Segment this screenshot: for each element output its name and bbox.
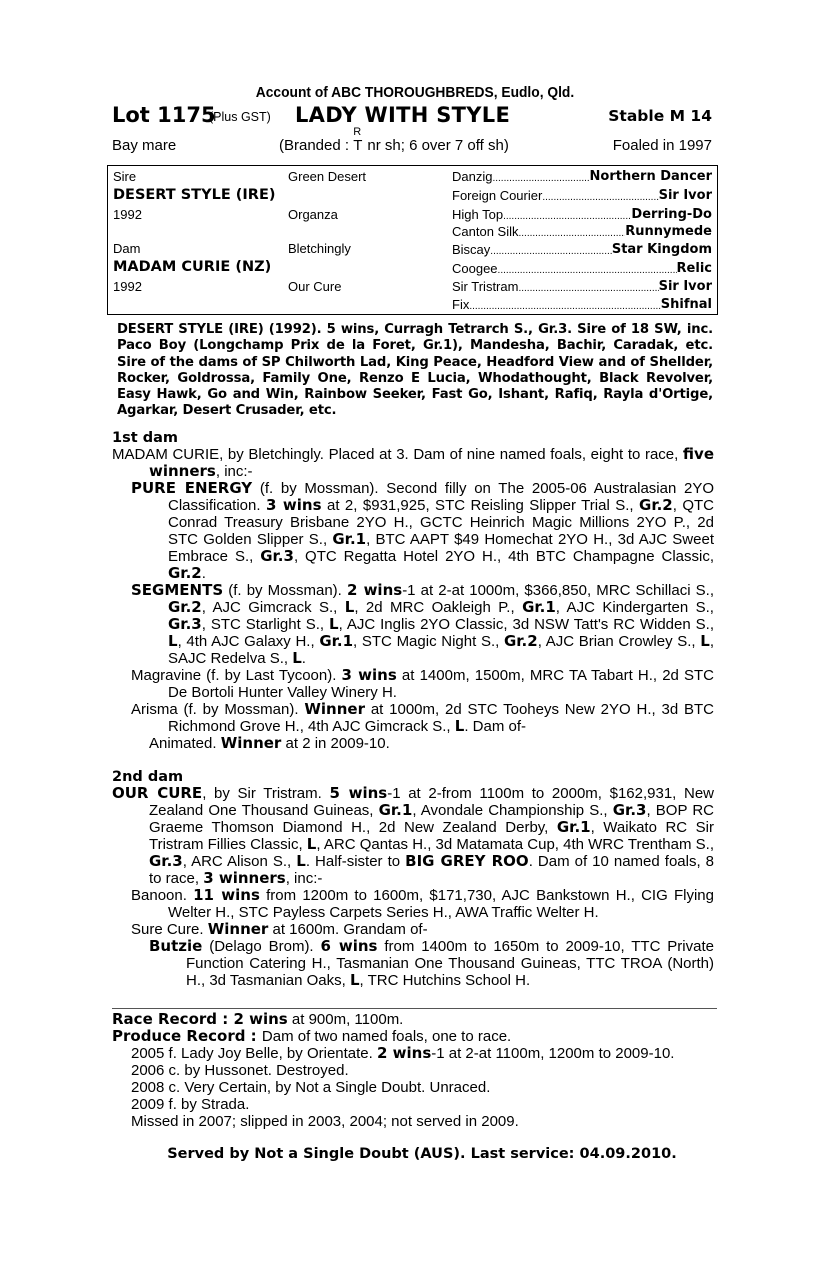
produce-record-summary: Dam of two named foals, one to race. bbox=[261, 1028, 512, 1045]
grandparent-dam-sire: Relic bbox=[676, 261, 712, 276]
brand-mark bbox=[353, 126, 363, 154]
leader-dots bbox=[542, 188, 658, 203]
horse-name: LADY WITH STYLE bbox=[295, 103, 511, 127]
race-record-label: Race Record : bbox=[112, 1010, 234, 1028]
bold-text: L bbox=[349, 971, 360, 989]
first-dam-intro bbox=[112, 446, 714, 480]
text: Magravine (f. by Last Tycoon). bbox=[131, 667, 342, 684]
leader-dots bbox=[492, 169, 589, 184]
text: . bbox=[301, 650, 306, 667]
bold-text: L bbox=[454, 717, 465, 735]
sire-sire: Green Desert bbox=[288, 169, 367, 184]
text: , STC Starlight S., bbox=[201, 616, 330, 633]
text: at 2, $931,925, STC Reisling Slipper Trial S., bbox=[321, 497, 640, 514]
dam-dam: Our Cure bbox=[288, 279, 342, 294]
bold-text: 5 wins bbox=[329, 784, 388, 802]
text: -1 at 2-at 1000m, $366,850, MRC Schillaci S., bbox=[402, 582, 714, 599]
grandparent-row bbox=[452, 297, 712, 312]
text: . Half-sister to bbox=[305, 853, 406, 870]
bold-text: Gr.2 bbox=[639, 496, 673, 514]
brand-suffix: nr sh; 6 over 7 off sh) bbox=[363, 137, 509, 154]
bold-text: Butzie bbox=[149, 937, 203, 955]
produce-list bbox=[112, 1045, 717, 1130]
foaled-year: Foaled in 1997 bbox=[612, 137, 712, 154]
text: at 1600m. Grandam of- bbox=[268, 921, 428, 938]
grandparent-row bbox=[452, 169, 712, 184]
text: , BOP RC Graeme Thomson Diamond H., 2d New Zealand Derby, bbox=[149, 802, 714, 836]
grandparent-sire: High Top bbox=[452, 207, 504, 222]
vendor-account: Account of ABC THOROUGHBREDS, Eudlo, Qld. bbox=[255, 84, 575, 101]
grandparent-row bbox=[452, 207, 712, 222]
text: , inc:- bbox=[285, 870, 323, 887]
produce-entry bbox=[112, 1045, 717, 1062]
grandparent-sire: Danzig bbox=[452, 169, 493, 184]
sire-name: DESERT STYLE (IRE) bbox=[113, 187, 276, 203]
race-record-detail: at 900m, 1100m. bbox=[287, 1011, 404, 1028]
bold-text: Gr.2 bbox=[168, 564, 202, 582]
section-divider bbox=[112, 1008, 717, 1009]
brand-mark-bottom: T bbox=[353, 137, 363, 154]
bold-text: Winner bbox=[207, 920, 269, 938]
grandparent-sire: Sir Tristram bbox=[452, 279, 519, 294]
bold-text: L bbox=[329, 615, 339, 633]
text: from 1400m to 1650m to 2009-10, TTC Private Function Catering H., Tasmanian One Thousand Guineas, TTC TROA (North) H., 3d Tasmanian Oaks, bbox=[186, 938, 714, 989]
grandparent-dam-sire: Sir Ivor bbox=[658, 279, 712, 294]
bold-text: Gr.2 bbox=[503, 632, 538, 650]
text: , ARC Alison S., bbox=[182, 853, 297, 870]
produce-record bbox=[112, 1028, 717, 1045]
bold-text: L bbox=[296, 852, 306, 870]
text: 2009 f. by Strada. bbox=[131, 1096, 250, 1113]
text: , QTC Regatta Hotel 2YO H., 4th BTC Champagne Classic, bbox=[293, 548, 714, 565]
leader-dots bbox=[503, 207, 631, 222]
second-dam-progeny bbox=[112, 887, 714, 989]
gst-note: (Plus GST) bbox=[209, 110, 271, 124]
grandparent-sire: Fix bbox=[452, 297, 470, 312]
produce-entry bbox=[112, 1079, 717, 1096]
brand-prefix: (Branded : bbox=[279, 137, 354, 154]
bold-text: 3 wins bbox=[265, 496, 322, 514]
grandparent-dam-sire: Shifnal bbox=[660, 297, 712, 312]
bold-text: 11 wins bbox=[193, 886, 260, 904]
bold-text: SEGMENTS bbox=[131, 581, 224, 599]
progeny-entry bbox=[112, 887, 714, 921]
text: (f. by Mossman). bbox=[223, 582, 347, 599]
text: , AJC Inglis 2YO Classic, 3d NSW Tatt's RC Widden S., bbox=[338, 616, 714, 633]
produce-record-label: Produce Record : bbox=[112, 1027, 262, 1045]
second-dam-intro bbox=[112, 785, 714, 887]
stable-location: Stable M 14 bbox=[608, 107, 712, 125]
progeny-entry bbox=[112, 735, 714, 752]
leader-dots bbox=[498, 261, 677, 276]
text: , ARC Qantas H., 3d Matamata Cup, 4th WRC Trentham S., bbox=[316, 836, 714, 853]
text: at 2 in 2009-10. bbox=[281, 735, 390, 752]
grandparent-row bbox=[452, 242, 712, 257]
bold-text: 2 wins bbox=[376, 1044, 432, 1062]
race-record bbox=[112, 1011, 717, 1028]
grandparent-row bbox=[452, 224, 712, 239]
dam-name: MADAM CURIE (NZ) bbox=[113, 259, 272, 275]
text: , Waikato RC Sir Tristram Fillies Classic, bbox=[149, 819, 714, 853]
bold-text: five winners bbox=[149, 445, 714, 480]
bold-text: Gr.1 bbox=[332, 530, 367, 548]
dam-year: 1992 bbox=[113, 279, 142, 294]
text: , AJC Kindergarten S., bbox=[555, 599, 714, 616]
text: at 1400m, 1500m, MRC TA Tabart H., 2d STC De Bortoli Hunter Valley Winery H. bbox=[168, 667, 715, 701]
grandparent-sire: Foreign Courier bbox=[452, 188, 543, 203]
text: MADAM CURIE, by Bletchingly. Placed at 3. Dam of nine named foals, eight to race, bbox=[112, 446, 683, 463]
grandparent-row bbox=[452, 279, 712, 294]
first-dam-section bbox=[112, 430, 714, 752]
text: , inc:- bbox=[215, 463, 253, 480]
brand-mark-top: R bbox=[353, 126, 362, 138]
text: , 2d MRC Oakleigh P., bbox=[354, 599, 523, 616]
produce-entry bbox=[112, 1096, 717, 1113]
brand-info bbox=[279, 126, 509, 154]
grandparent-sire: Coogee bbox=[452, 261, 498, 276]
records-section bbox=[112, 1011, 717, 1130]
second-dam-heading: 2nd dam bbox=[112, 769, 184, 785]
bold-text: 3 winners bbox=[203, 869, 286, 887]
text: . Dam of- bbox=[464, 718, 527, 735]
text: Missed in 2007; slipped in 2003, 2004; not served in 2009. bbox=[131, 1113, 519, 1130]
produce-entry bbox=[112, 1113, 717, 1130]
text: 2006 c. by Hussonet. Destroyed. bbox=[131, 1062, 349, 1079]
text: at 1000m, 2d STC Tooheys New 2YO H., 3d BTC Richmond Grove H., 4th AJC Gimcrack S., bbox=[168, 701, 714, 735]
bold-text: Winner bbox=[304, 700, 365, 718]
text: Banoon. bbox=[131, 887, 194, 904]
grandparent-row bbox=[452, 188, 712, 203]
grandparent-sire: Canton Silk bbox=[452, 224, 519, 239]
text: (Delago Brom). bbox=[202, 938, 321, 955]
bold-text: Gr.3 bbox=[612, 801, 647, 819]
text: , QTC Conrad Treasury Brisbane 2YO H., GCTC Heinrich Magic Millions 2YO P., 2d STC Golden Slipper S., bbox=[168, 497, 715, 548]
leader-dots bbox=[490, 242, 612, 257]
bold-text: Gr.1 bbox=[378, 801, 413, 819]
bold-text: L bbox=[344, 598, 355, 616]
bold-text: Gr.1 bbox=[522, 598, 556, 616]
second-dam-section bbox=[112, 769, 714, 989]
sire-dam: Organza bbox=[288, 207, 338, 222]
leader-dots bbox=[518, 279, 658, 294]
dam-label: Dam bbox=[113, 241, 141, 256]
text: -1 at 2-at 1100m, 1200m to 2009-10. bbox=[431, 1045, 675, 1062]
grandparent-dam-sire: Northern Dancer bbox=[589, 169, 712, 184]
text: . Dam of 10 named foals, 8 to race, bbox=[149, 853, 715, 887]
first-dam-progeny bbox=[112, 480, 714, 752]
sire-label: Sire bbox=[113, 169, 137, 184]
bold-text: Winner bbox=[220, 734, 282, 752]
grandparent-sire: Biscay bbox=[452, 242, 491, 257]
bold-text: OUR CURE bbox=[112, 784, 203, 802]
grandparent-dam-sire: Runnymede bbox=[625, 224, 712, 239]
service-note: Served by Not a Single Doubt (AUS). Last service: 04.09.2010. bbox=[167, 1146, 677, 1162]
bold-text: 3 wins bbox=[341, 666, 397, 684]
bold-text: L bbox=[306, 835, 317, 853]
text: , by Sir Tristram. bbox=[202, 785, 330, 802]
grandparent-dam-sire: Sir Ivor bbox=[658, 188, 712, 203]
horse-sex: Bay mare bbox=[112, 137, 177, 154]
text: , AJC Brian Crowley S., bbox=[537, 633, 701, 650]
lot-header bbox=[112, 103, 720, 131]
grandparent-dam-sire: Derring-Do bbox=[631, 207, 712, 222]
bold-text: L bbox=[700, 632, 710, 650]
progeny-entry bbox=[112, 480, 714, 582]
text: , STC Magic Night S., bbox=[353, 633, 504, 650]
text: , AJC Gimcrack S., bbox=[201, 599, 345, 616]
race-record-wins: 2 wins bbox=[233, 1010, 288, 1028]
sire-year: 1992 bbox=[113, 207, 142, 222]
bold-text: PURE ENERGY bbox=[131, 479, 253, 497]
text: , BTC AAPT $49 Homechat 2YO H., 3d AJC Sweet Embrace S., bbox=[168, 531, 714, 565]
lot-number: Lot 1175 bbox=[112, 103, 216, 127]
leader-dots bbox=[469, 297, 660, 312]
bold-text: Gr.1 bbox=[319, 632, 354, 650]
progeny-entry bbox=[112, 701, 714, 735]
text: , SAJC Redelva S., bbox=[168, 633, 715, 667]
text: Animated. bbox=[149, 735, 221, 752]
text: from 1200m to 1600m, $171,730, AJC Bankstown H., CIG Flying Welter H., STC Payless Carpets Series H., AWA Traffic Welter H. bbox=[168, 887, 714, 921]
text: Arisma (f. by Mossman). bbox=[131, 701, 305, 718]
bold-text: Gr.3 bbox=[260, 547, 294, 565]
bold-text: BIG GREY ROO bbox=[405, 852, 529, 870]
text: . bbox=[201, 565, 206, 582]
progeny-entry bbox=[112, 667, 714, 701]
text: Sure Cure. bbox=[131, 921, 208, 938]
bold-text: 2 wins bbox=[346, 581, 403, 599]
text: 2008 c. Very Certain, by Not a Single Doubt. Unraced. bbox=[131, 1079, 491, 1096]
bold-text: Gr.2 bbox=[168, 598, 202, 616]
text: , 4th AJC Galaxy H., bbox=[177, 633, 320, 650]
text: (f. by Mossman). Second filly on The 2005-06 Australasian 2YO Classification. bbox=[168, 480, 715, 514]
progeny-entry bbox=[112, 938, 714, 989]
bold-text: Gr.1 bbox=[556, 818, 591, 836]
grandparent-row bbox=[452, 261, 712, 276]
text: , TRC Hutchins School H. bbox=[359, 972, 531, 989]
sire-biography: DESERT STYLE (IRE) (1992). 5 wins, Curragh Tetrarch S., Gr.3. Sire of 18 SW, inc. Paco Boy (Longchamp Prix de la Foret, Gr.1), Mandesha, Bachir, Caradak, etc. Sire of the dams of SP Chilworth Lad, King Peace, Headford View and of Shellder, Rocker, Goldrossa, Family One, Renzo E Lucia, Whodathought, Black Revolver, Easy Hawk, Go and Win, Rainbow Seeker, Fast Go, Ishant, Rafiq, Rayla d'Ortige, Agarkar, Desert Crusader, etc. bbox=[117, 322, 713, 419]
produce-entry bbox=[112, 1062, 717, 1079]
grandparent-dam-sire: Star Kingdom bbox=[611, 242, 712, 257]
progeny-entry bbox=[112, 582, 714, 667]
first-dam-heading: 1st dam bbox=[112, 430, 178, 446]
text: 2005 f. Lady Joy Belle, by Orientate. bbox=[131, 1045, 377, 1062]
bold-text: Gr.3 bbox=[149, 852, 183, 870]
text: -1 at 2-from 1100m to 2000m, $162,931, New Zealand One Thousand Guineas, bbox=[149, 785, 714, 819]
text: , Avondale Championship S., bbox=[412, 802, 613, 819]
bold-text: L bbox=[292, 649, 302, 667]
bold-text: Gr.3 bbox=[168, 615, 202, 633]
horse-details bbox=[112, 126, 712, 157]
dam-sire: Bletchingly bbox=[288, 241, 351, 256]
bold-text: 6 wins bbox=[320, 937, 378, 955]
bold-text: L bbox=[168, 632, 178, 650]
leader-dots bbox=[518, 224, 625, 239]
pedigree-box bbox=[107, 165, 718, 315]
progeny-entry bbox=[112, 921, 714, 938]
